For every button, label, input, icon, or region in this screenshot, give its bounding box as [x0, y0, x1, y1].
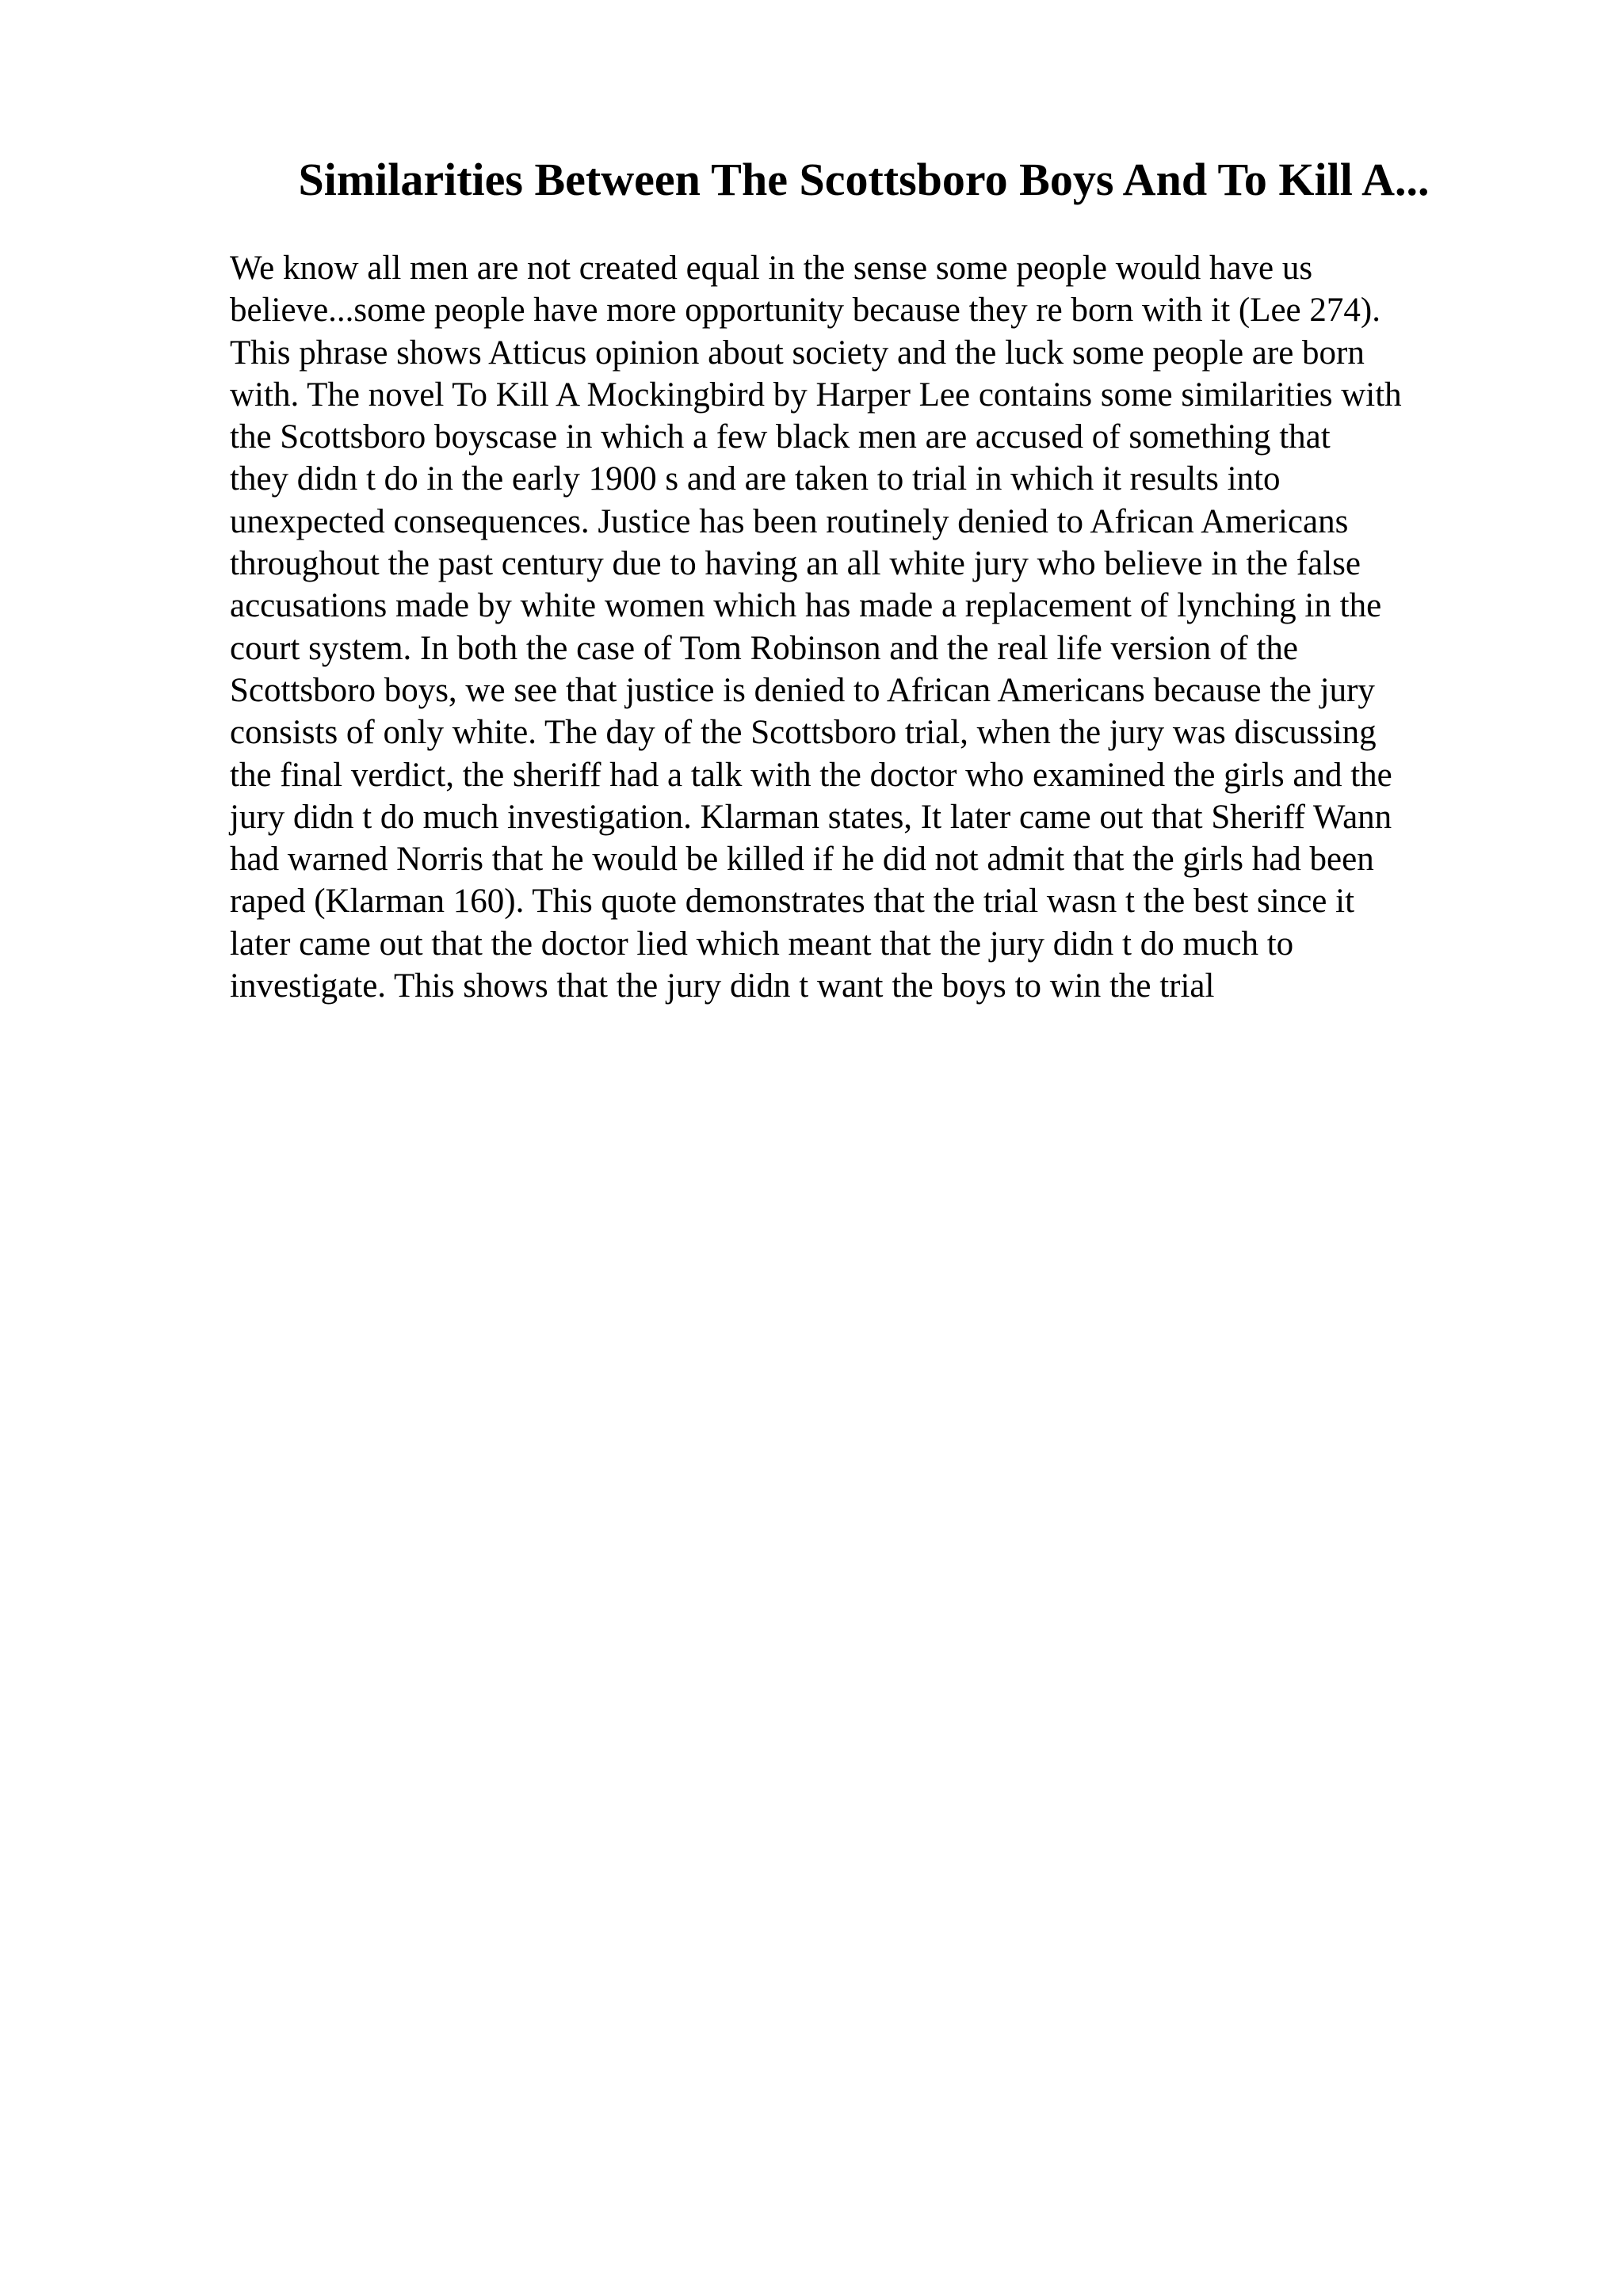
text-line: believe...some people have more opportunity because they re born with it (Lee 274).: [230, 292, 1381, 330]
text-line: unexpected consequences. Justice has been routinely denied to African Americans: [230, 502, 1349, 540]
text-line: with. The novel To Kill A Mockingbird by Harper Lee contains some similarities with: [230, 376, 1402, 414]
text-line: jury didn t do much investigation. Klarman states, It later came out that Sheriff Wann: [230, 798, 1392, 836]
text-line: investigate. This shows that the jury didn t want the boys to win the trial: [230, 967, 1215, 1005]
document-title: Similarities Between The Scottsboro Boys And To Kill A...: [298, 154, 1430, 205]
text-line: Scottsboro boys, we see that justice is denied to African Americans because the jury: [230, 671, 1375, 709]
text-line: they didn t do in the early 1900 s and are taken to trial in which it results into: [230, 460, 1281, 498]
text-line: throughout the past century due to having an all white jury who believe in the false: [230, 545, 1361, 583]
text-line: We know all men are not created equal in the sense some people would have us: [230, 250, 1313, 287]
text-line: raped (Klarman 160). This quote demonstrates that the trial wasn t the best since it: [230, 883, 1355, 921]
essay-body: [230, 247, 1514, 1007]
text-line: later came out that the doctor lied which meant that the jury didn t do much to: [230, 925, 1294, 963]
text-line: had warned Norris that he would be killed if he did not admit that the girls had been: [230, 841, 1374, 879]
text-line: the final verdict, the sheriff had a talk with the doctor who examined the girls and the: [230, 756, 1392, 794]
text-line: consists of only white. The day of the Scottsboro trial, when the jury was discussing: [230, 714, 1377, 752]
text-line: accusations made by white women which has made a replacement of lynching in the: [230, 587, 1382, 625]
text-line: the Scottsboro boyscase in which a few black men are accused of something that: [230, 418, 1331, 456]
text-line: This phrase shows Atticus opinion about society and the luck some people are born: [230, 334, 1365, 372]
text-line: court system. In both the case of Tom Robinson and the real life version of the: [230, 629, 1298, 667]
